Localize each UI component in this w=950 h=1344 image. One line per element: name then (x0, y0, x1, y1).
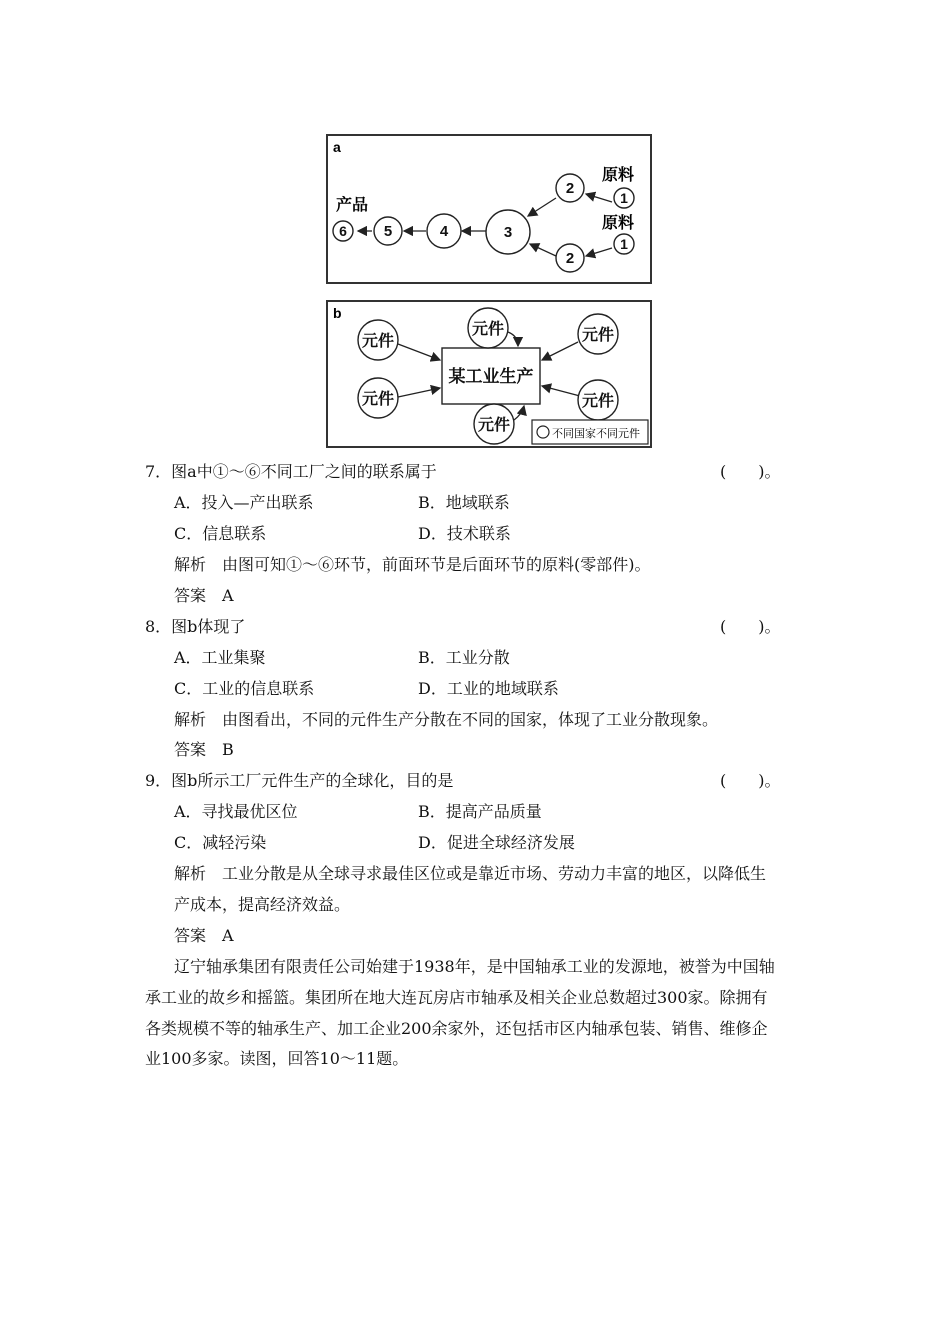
question-7-analysis: 解析 由图可知①～⑥环节，前面环节是后面环节的原料(零部件)。 (174, 555, 651, 574)
figure-b-label: b (333, 305, 342, 321)
center-label: 某工业生产 (448, 367, 534, 387)
node-4-label: 4 (439, 223, 449, 240)
node-3-label: 3 (503, 224, 513, 241)
question-7-option-a: A．投入—产出联系 (174, 493, 314, 512)
question-8-analysis: 解析 由图看出，不同的元件生产分散在不同的国家，体现了工业分散现象。 (174, 710, 719, 729)
node-1-bottom-label: 1 (620, 236, 628, 252)
component-label-bottomright: 元件 (581, 391, 615, 410)
question-9-stem: 9．图b所示工厂元件生产的全球化，目的是 (145, 771, 454, 790)
arrow-top (508, 332, 518, 346)
question-9-analysis-line2: 产成本，提高经济效益。 (174, 895, 351, 914)
figure-a-label: a (333, 139, 341, 155)
figure-b-diagram (328, 302, 650, 446)
legend-circle-icon (537, 426, 549, 438)
question-7-option-b: B．地域联系 (418, 493, 510, 512)
question-7-option-c: C．信息联系 (174, 524, 267, 543)
arrow-bottomright (542, 386, 580, 396)
question-9-option-b: B．提高产品质量 (418, 802, 542, 821)
component-label-topleft: 元件 (361, 331, 395, 350)
product-label: 产品 (336, 195, 369, 214)
question-8-answer: 答案 B (174, 740, 234, 759)
question-9-bracket: ( )。 (720, 771, 781, 790)
question-9-analysis-line1: 解析 工业分散是从全球寻求最佳区位或是靠近市场、劳动力丰富的地区，以降低生 (174, 864, 767, 883)
arrow-1bottom-to-2 (586, 248, 612, 256)
question-8-option-c: C．工业的信息联系 (174, 679, 315, 698)
question-7-option-d: D．技术联系 (418, 524, 511, 543)
legend-text: 不同国家不同元件 (552, 427, 640, 440)
component-label-top: 元件 (471, 319, 505, 338)
component-label-bottom: 元件 (477, 415, 511, 434)
arrow-topright (542, 342, 578, 360)
question-7-bracket: ( )。 (720, 462, 781, 481)
node-5-label: 5 (383, 223, 393, 240)
node-1-top-label: 1 (620, 190, 628, 206)
node-2-bottom-label: 2 (565, 250, 575, 267)
question-9-option-c: C．减轻污染 (174, 833, 267, 852)
question-8-option-d: D．工业的地域联系 (418, 679, 559, 698)
passage-line-3: 各类规模不等的轴承生产、加工企业200余家外，还包括市区内轴承包装、销售、维修企 (145, 1019, 768, 1038)
component-label-topright: 元件 (581, 325, 615, 344)
question-8-bracket: ( )。 (720, 617, 781, 636)
passage-line-4: 业100多家。读图，回答10～11题。 (145, 1049, 409, 1068)
figure-a-diagram (328, 136, 650, 282)
component-label-bottomleft: 元件 (361, 389, 395, 408)
arrow-bottom (514, 406, 524, 420)
node-6-label: 6 (339, 223, 347, 239)
arrow-2bottom-to-3 (530, 244, 556, 256)
arrow-topleft (398, 344, 440, 360)
passage-line-2: 承工业的故乡和摇篮。集团所在地大连瓦房店市轴承及相关企业总数超过300家。除拥有 (145, 988, 768, 1007)
question-8-option-b: B．工业分散 (418, 648, 510, 667)
question-8-stem: 8．图b体现了 (145, 617, 246, 636)
question-7-answer: 答案 A (174, 586, 234, 605)
arrow-1top-to-2 (586, 194, 612, 202)
raw-material-top-label: 原料 (602, 165, 635, 184)
arrow-2top-to-3 (528, 198, 556, 216)
question-7-stem: 7．图a中①～⑥不同工厂之间的联系属于 (145, 462, 437, 481)
question-9-option-d: D．促进全球经济发展 (418, 833, 575, 852)
figure-b (326, 300, 652, 448)
question-8-option-a: A．工业集聚 (174, 648, 266, 667)
question-9-answer: 答案 A (174, 926, 234, 945)
arrow-bottomleft (398, 388, 440, 397)
node-2-top-label: 2 (565, 180, 575, 197)
figure-a (326, 134, 652, 284)
passage-line-1: 辽宁轴承集团有限责任公司始建于1938年，是中国轴承工业的发源地，被誉为中国轴 (174, 957, 775, 976)
question-9-option-a: A．寻找最优区位 (174, 802, 298, 821)
raw-material-bottom-label: 原料 (602, 213, 635, 232)
